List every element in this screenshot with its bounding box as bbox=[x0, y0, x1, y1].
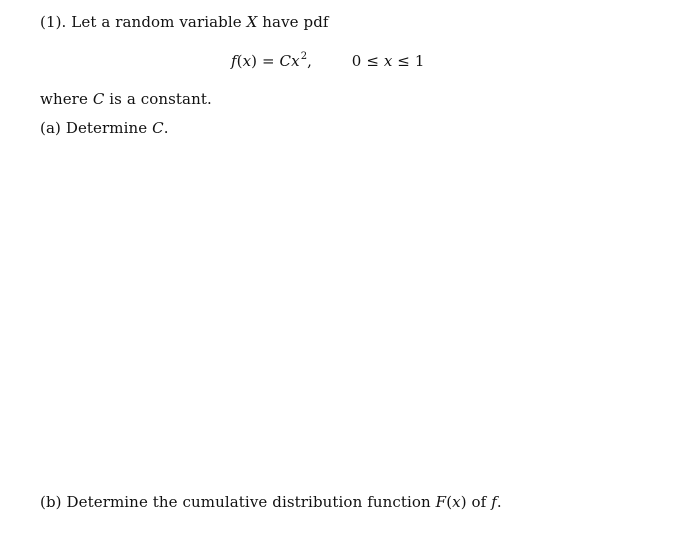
random-variable: X bbox=[246, 13, 258, 31]
part-b-text: Determine the cumulative distribution function bbox=[66, 493, 431, 511]
part-b: (b) Determine the cumulative distribution function F(x) of f. bbox=[40, 493, 502, 511]
pdf-equation: f(x) = Cx$^2$, 0 ≤ x ≤ 1 bbox=[231, 51, 425, 70]
where-var: C bbox=[92, 90, 105, 108]
eq-domain-leq-2: ≤ bbox=[397, 52, 410, 70]
where-post: is a constant. bbox=[109, 90, 212, 108]
eq-domain-high: 1 bbox=[414, 52, 425, 70]
eq-exponent: 2 bbox=[300, 51, 308, 62]
eq-func: f bbox=[231, 52, 237, 70]
eq-domain-leq-1: ≤ bbox=[366, 52, 379, 70]
part-b-of: of bbox=[471, 493, 487, 511]
part-b-period: . bbox=[496, 493, 502, 511]
eq-equals: = bbox=[262, 52, 275, 70]
part-b-func2: f bbox=[491, 493, 497, 511]
part-b-arg: x bbox=[452, 493, 461, 511]
part-b-label: (b) bbox=[40, 493, 62, 511]
eq-coef: C bbox=[279, 52, 292, 70]
where-pre: where bbox=[40, 90, 88, 108]
eq-domain-low: 0 bbox=[351, 52, 362, 70]
part-a-text: Determine bbox=[65, 119, 148, 137]
problem-number: (1). bbox=[40, 13, 67, 31]
problem-intro: Let a random variable bbox=[71, 13, 242, 31]
part-b-func: F bbox=[435, 493, 447, 511]
where-clause bbox=[40, 89, 212, 109]
part-a bbox=[40, 118, 169, 138]
problem-intro-tail: have pdf bbox=[262, 13, 329, 31]
eq-domain-var: x bbox=[383, 52, 393, 70]
eq-comma: , bbox=[307, 52, 313, 70]
problem-statement bbox=[40, 12, 329, 32]
eq-base: x bbox=[291, 52, 300, 70]
eq-arg: x bbox=[242, 52, 252, 70]
part-a-period: . bbox=[163, 119, 169, 137]
part-a-label: (a) bbox=[40, 119, 61, 137]
part-a-var: C bbox=[152, 119, 164, 137]
